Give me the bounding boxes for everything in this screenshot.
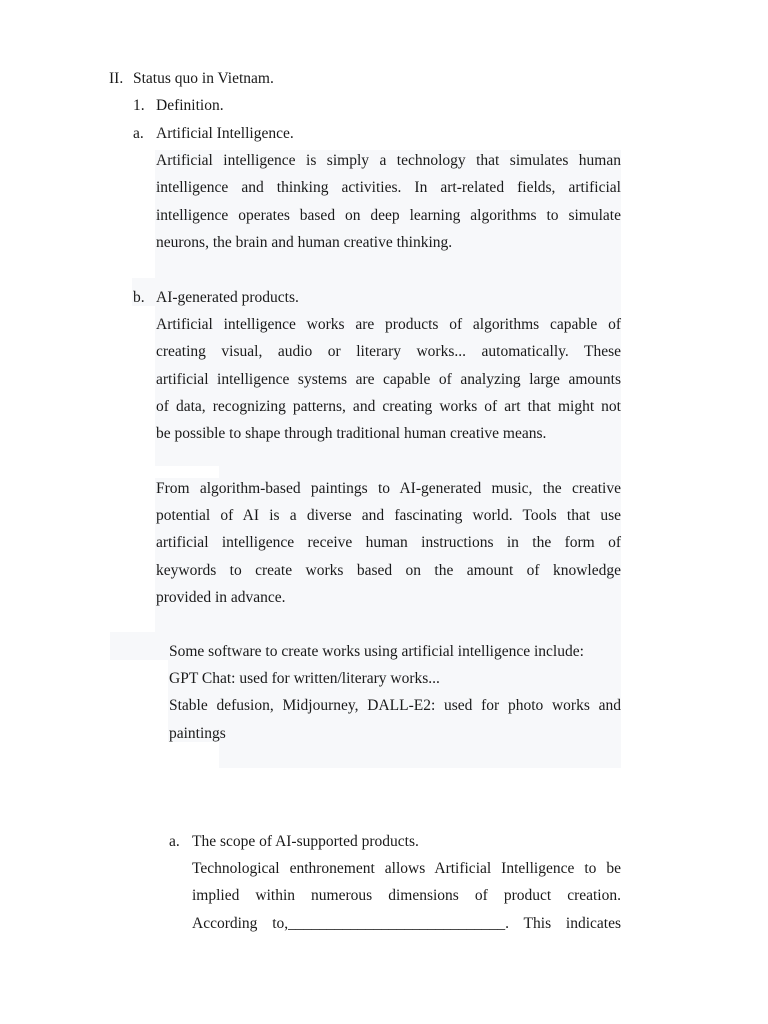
item-b-para2-line: From algorithm-based paintings to AI-generated music, the creative [156,480,621,497]
shade-block [219,742,621,768]
subsection-number: 1. [133,97,145,114]
item-a-line: intelligence and thinking activities. In art-related fields, artificial [156,179,621,196]
item-a-label: a. [133,125,144,142]
item-b-para1-line: artificial intelligence systems are capable of analyzing large amounts [156,371,621,388]
item-b-title: AI-generated products. [156,289,299,306]
item-a-line: neurons, the brain and human creative thinking. [156,234,453,251]
item-a-line: intelligence operates based on deep learning algorithms to simulate [156,207,621,224]
software-intro: Some software to create works using artificial intelligence include: [169,643,584,660]
scope-label: a. [169,833,180,850]
scope-line: implied within numerous dimensions of product creation. [192,887,621,904]
item-b-para2-line: artificial intelligence receive human instructions in the form of [156,534,621,551]
item-b-para1-line: creating visual, audio or literary works... automatically. These [156,343,621,360]
item-b-para1-line: of data, recognizing patterns, and creating works of art that might not [156,398,621,415]
scope-line: According to,____________________________. This indicates [192,915,621,932]
item-b-para2-line: keywords to create works based on the amount of knowledge [156,562,621,579]
software-item: Stable defusion, Midjourney, DALL-E2: used for photo works and [169,697,621,714]
item-a-title: Artificial Intelligence. [156,125,294,142]
item-b-para2-line: provided in advance. [156,589,286,606]
item-b-para2-line: potential of AI is a diverse and fascinating world. Tools that use [156,507,621,524]
shade-block [155,478,621,632]
section-number: II. [109,70,124,87]
item-b-para1-line: be possible to shape through traditional human creative means. [156,425,547,442]
scope-title: The scope of AI-supported products. [192,833,419,850]
item-a-line: Artificial intelligence is simply a technology that simulates human [156,152,621,169]
software-item: paintings [169,725,226,742]
item-b-para1-line: Artificial intelligence works are products of algorithms capable of [156,316,621,333]
item-b-label: b. [133,289,145,306]
scope-line: Technological enthronement allows Artificial Intelligence to be [192,860,621,877]
subsection-title: Definition. [156,97,224,114]
section-title: Status quo in Vietnam. [133,70,274,87]
software-item: GPT Chat: used for written/literary works... [169,670,440,687]
